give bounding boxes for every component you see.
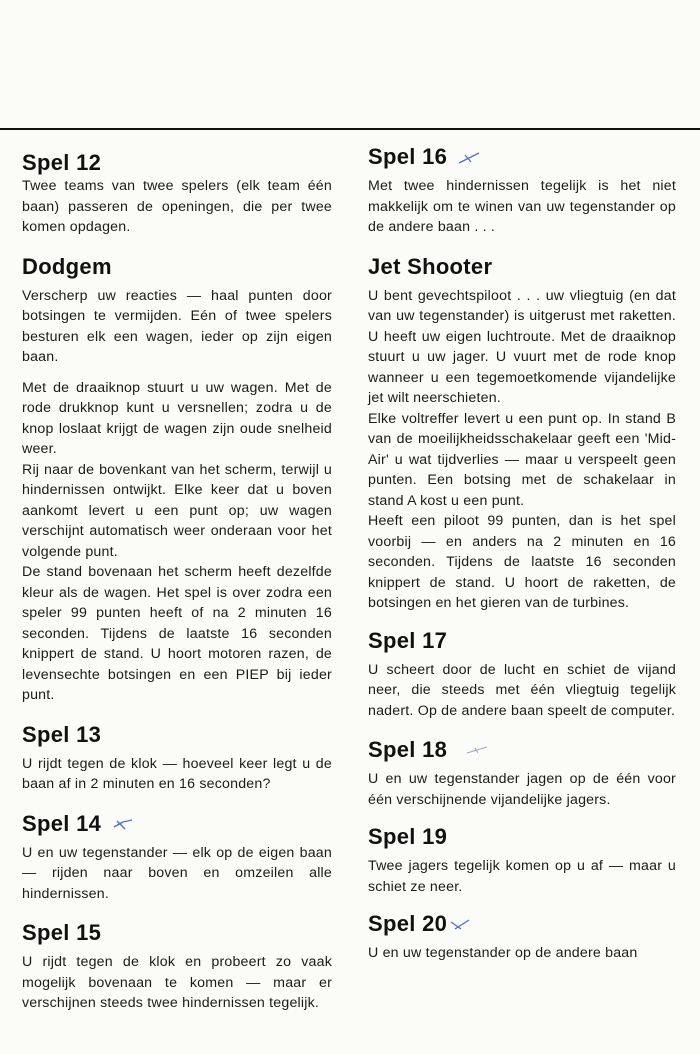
heading-spel-19: Spel 19 [368, 824, 448, 849]
dodgem-text-3: Rij naar de bovenkant van het scherm, terwijl u hindernissen ontwijkt. Elke keer dat u boven aankomt levert u een punt op; uw wagen verschijnt automatisch weer onderaan voor het volgende punt. [22, 461, 332, 560]
spel-16-text: Met twee hindernissen tegelijk is het niet makkelijk om te winen van uw tegenstander op de andere baan . . . [368, 178, 676, 235]
dodgem-text-1: Verscherp uw reacties — haal punten door botsingen te vermijden. Eén of twee spelers besturen elk een wagen, ieder op zijn eigen baan. [22, 287, 332, 365]
section-spel-18 [368, 737, 676, 810]
jet-shooter-text-3: Heeft een piloot 99 punten, dan is het spel voorbij — en anders na 2 minuten en 16 seconden. Tijdens de laatste 16 seconden knippert de stand. U hoort de raketten, de botsingen en het gieren van de turbines. [368, 513, 676, 611]
spel-13-text: U rijdt tegen de klok — hoeveel keer legt u de baan af in 2 minuten en 16 seconden? [22, 755, 332, 792]
heading-spel-18: Spel 18 [368, 737, 448, 762]
spel-14-text: U en uw tegenstander — elk op de eigen baan — rijden naar boven en omzeilen alle hindernissen. [22, 844, 332, 902]
section-spel-20 [368, 911, 676, 964]
heading-spel-17: Spel 17 [368, 627, 448, 653]
heading-spel-16-row [368, 144, 676, 170]
spel-12-text: Twee teams van twee spelers (elk team één baan) passeren de openingen, die per twee komen opdagen. [22, 178, 332, 235]
spel-20-text: U en uw tegenstander op de andere baan [368, 945, 638, 961]
right-column [368, 140, 676, 964]
heading-spel-12: Spel 12 [22, 150, 102, 175]
heading-spel-13: Spel 13 [22, 721, 102, 747]
dodgem-text-2: Met de draaiknop stuurt u uw wagen. Met de rode drukknop kunt u versnellen; zodra u de knop loslaat krijgt de wagen zijn oude snelheid weer. [22, 379, 332, 457]
heading-spel-20: Spel 20 [368, 911, 448, 936]
heading-spel-15: Spel 15 [22, 920, 102, 945]
jet-shooter-text-2: Elke voltreffer levert u een punt op. In stand B van de moeilijkheidsschakelaar geeft een 'Mid-Air' u wat tijdverlies — maar u verspeelt geen punten. Een botsing met de schakelaar in stand A kost u een punt. [368, 410, 676, 509]
heading-jet-shooter: Jet Shooter [368, 253, 493, 279]
pen-check-icon [111, 818, 135, 832]
section-spel-13 [22, 722, 332, 795]
section-spel-14 [22, 811, 332, 905]
jet-shooter-text-1: U bent gevechtspiloot . . . uw vliegtuig (en dat van uw tegenstander) is uitgerust met raketten. U heeft uw eigen luchtroute. Met de draaiknop stuurt u uw jager. U vuurt met de rode knop wanneer u een tegemoetkomende vijandelijke jet wilt neerschieten. [368, 287, 676, 406]
section-dodgem [22, 254, 332, 706]
pen-check-icon [449, 918, 473, 932]
pen-check-icon [457, 151, 481, 165]
heading-spel-20-row [368, 911, 676, 937]
top-rule [0, 128, 700, 130]
left-column [22, 140, 332, 1014]
heading-spel-14-row [22, 811, 332, 837]
section-jet-shooter [368, 254, 676, 614]
pen-check-icon [465, 744, 489, 758]
heading-spel-18-row [368, 737, 676, 763]
heading-spel-16: Spel 16 [368, 144, 448, 169]
section-spel-15 [22, 920, 332, 1014]
spel-17-text: U scheert door de lucht en schiet de vijand neer, die steeds met één vliegtuig tegelijk nadert. Op de andere baan speelt de computer. [368, 661, 676, 719]
dodgem-text-4: De stand bovenaan het scherm heeft dezelfde kleur als de wagen. Het spel is over zodra een speler 99 punten heeft of na 2 minuten 16 seconden. Tijdens de laatste 16 seconden knippert de stand. U hoort motoren razen, de levensechte botsingen en een PIEP bij ieder punt. [22, 564, 332, 703]
spel-15-text: U rijdt tegen de klok en probeert zo vaak mogelijk bovenaan te komen — maar er verschijnen steeds twee hindernissen tegelijk. [22, 954, 332, 1011]
spel-18-text: U en uw tegenstander jagen op de één voor één verschijnende vijandelijke jagers. [368, 771, 676, 808]
section-spel-16 [368, 144, 676, 238]
spel-19-text: Twee jagers tegelijk komen op u af — maar u schiet ze neer. [368, 858, 676, 895]
section-spel-17 [368, 628, 676, 722]
heading-dodgem: Dodgem [22, 253, 112, 279]
section-spel-12 [22, 150, 332, 238]
section-spel-19 [368, 824, 676, 897]
heading-spel-14: Spel 14 [22, 810, 102, 836]
